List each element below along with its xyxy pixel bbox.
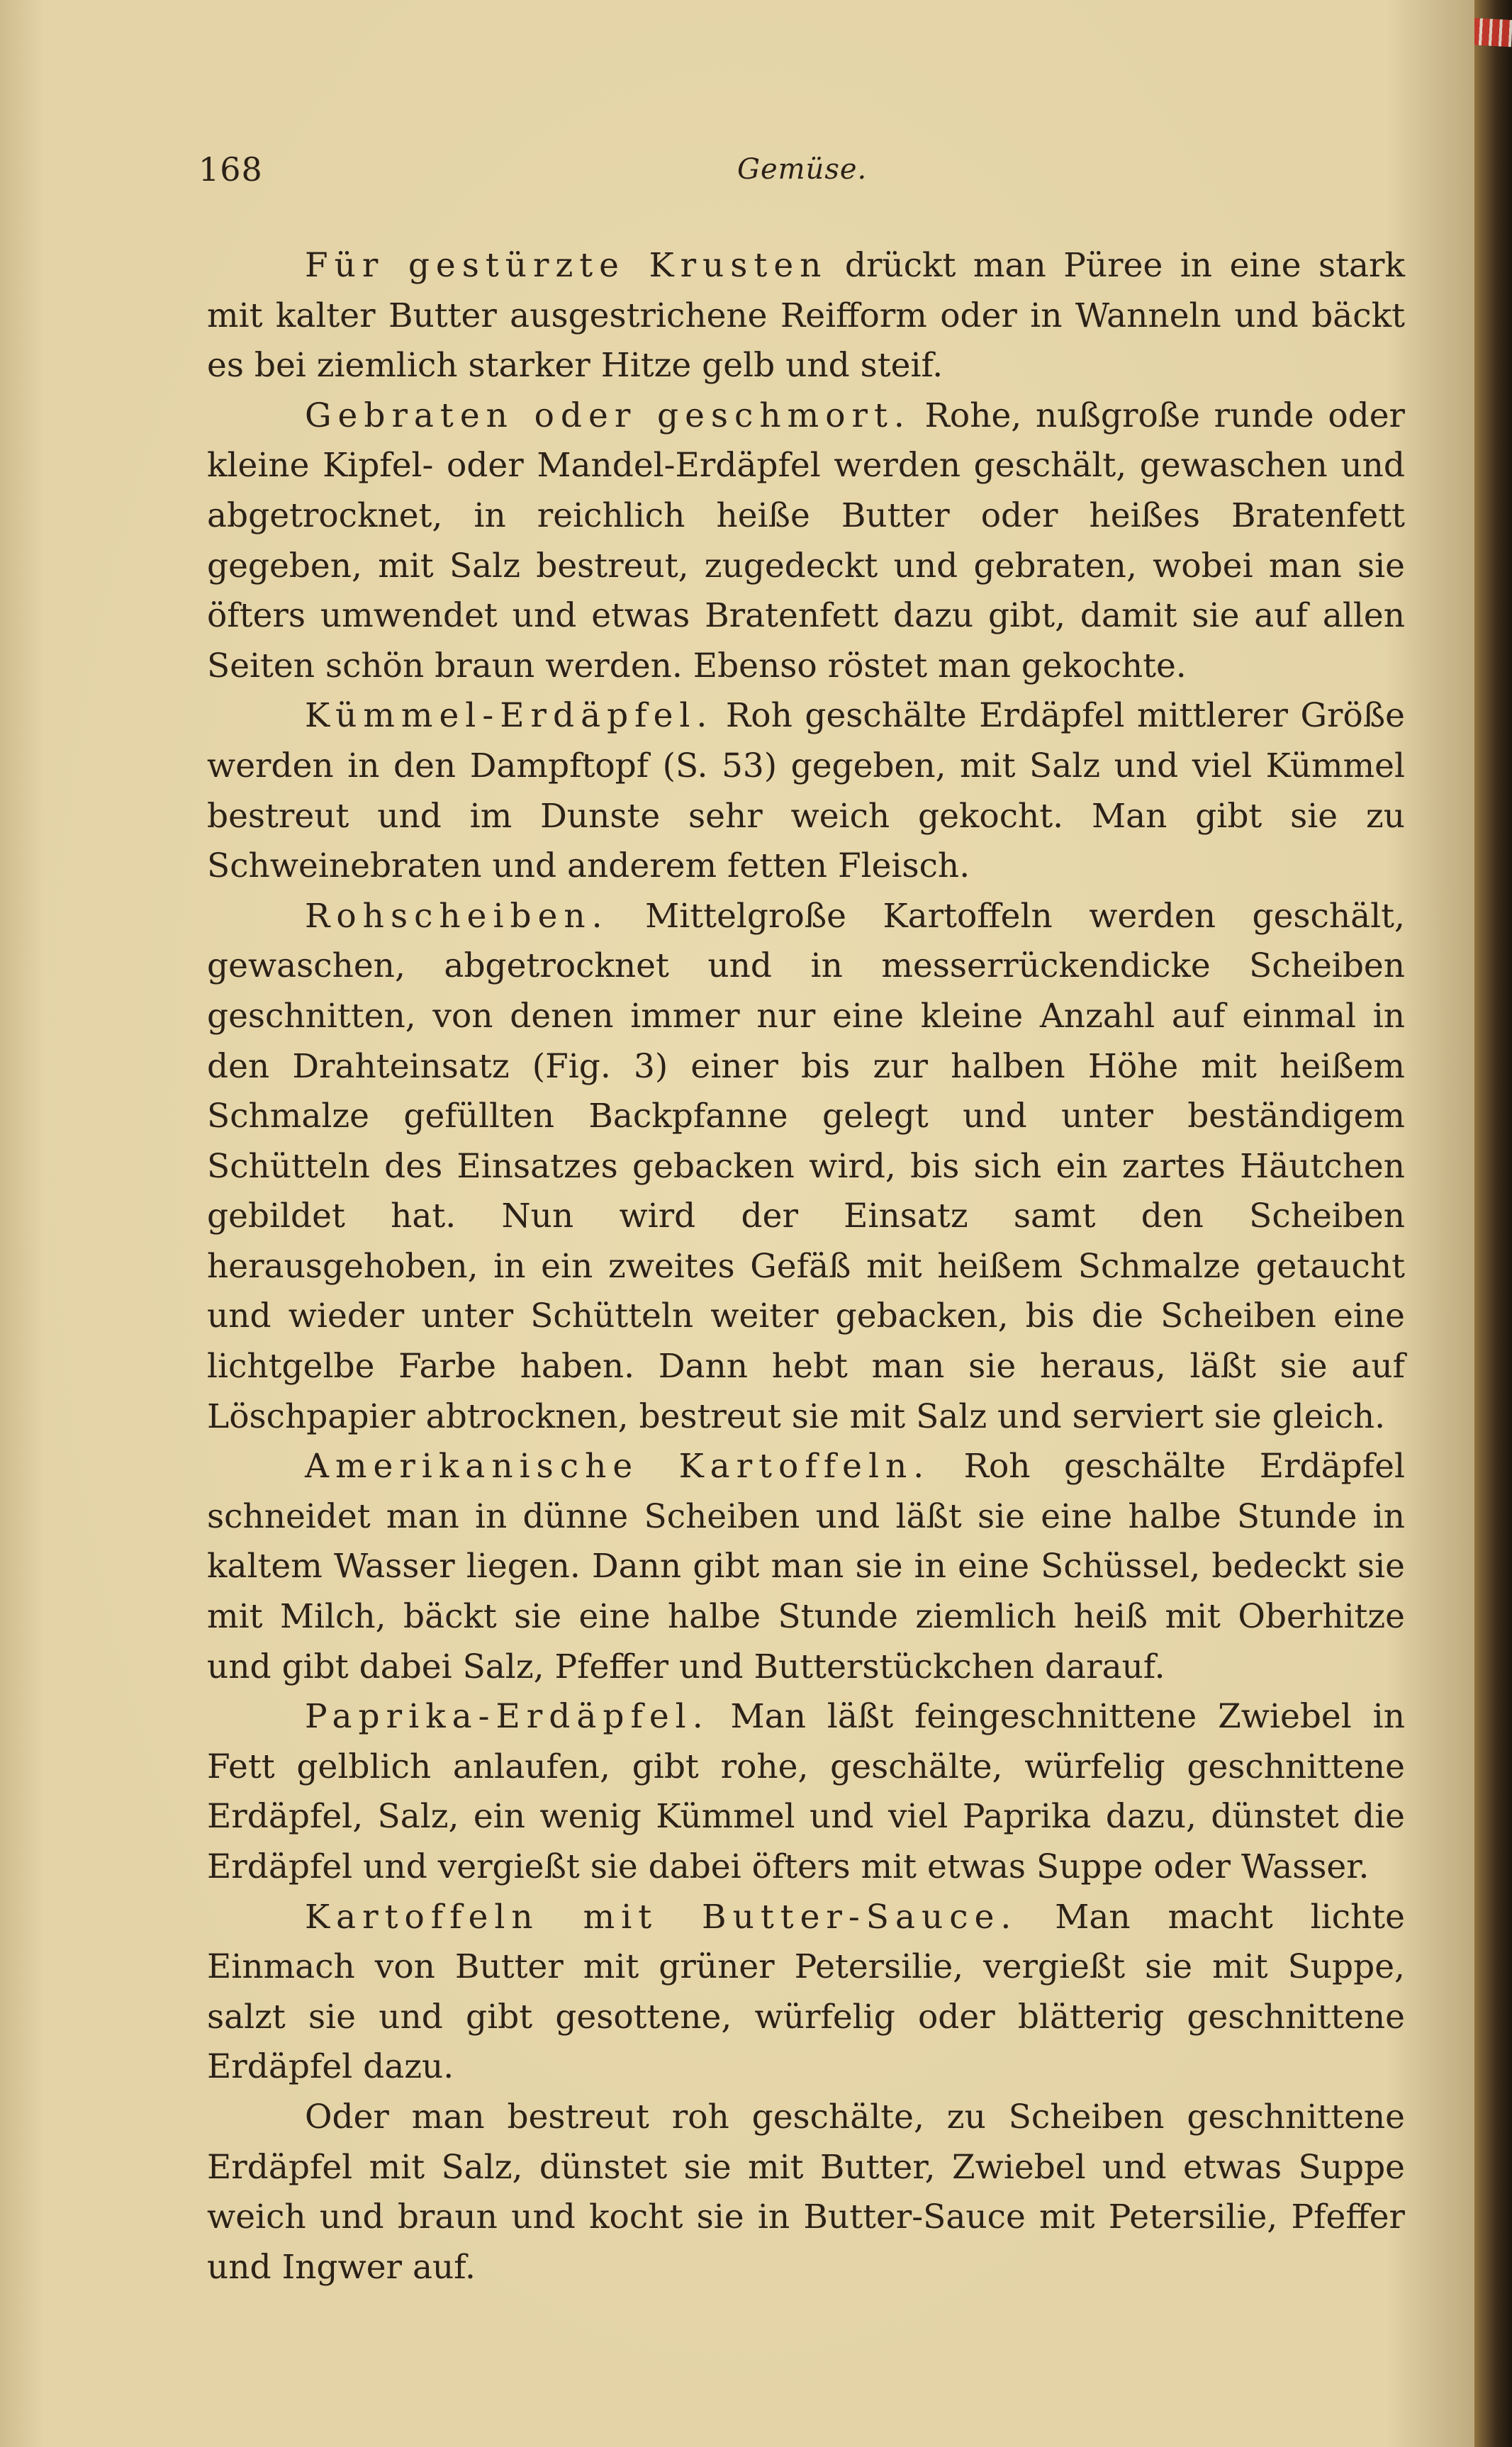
paragraph-text: Man macht lichte Einmach von Butter mit grüner Petersilie, vergießt sie mit Suppe, salzt sie und gibt gesottene, würfelig oder blätterig geschnittene Erdäpfel dazu. [207, 1897, 1405, 2087]
recipe-term: Für gestürzte Krusten [305, 246, 828, 285]
paragraph [207, 1893, 1405, 2093]
paragraph-text: drückt man Püree in eine stark mit kalter Butter ausgestrichene Reifform oder in Wanneln und bäckt es bei ziemlich starker Hitze gelb und steif. [207, 246, 1405, 386]
paragraph-text: Roh geschälte Erdäpfel mittlerer Größe werden in den Dampftopf (S. 53) gegeben, mit Salz und viel Kümmel bestreut und im Dunste sehr weich gekocht. Man gibt sie zu Schweinebraten und anderem fetten Fleisch. [207, 696, 1405, 886]
paragraph [207, 1692, 1405, 1892]
paragraph [207, 2093, 1405, 2292]
paragraph-text: Roh geschälte Erdäpfel schneidet man in dünne Scheiben und läßt sie eine halbe Stunde in kaltem Wasser liegen. Dann gibt man sie in eine Schüssel, bedeckt sie mit Milch, bäckt sie eine halbe Stunde ziemlich heiß mit Oberhitze und gibt dabei Salz, Pfeffer und Butterstückchen darauf. [207, 1447, 1405, 1686]
recipe-term: Gebraten oder geschmort. [305, 396, 911, 435]
recipe-term: Kümmel-Erdäpfel. [305, 696, 714, 736]
paragraph-text: Mittelgroße Kartoffeln werden geschält, gewaschen, abgetrocknet und in messerrückendicke Scheiben geschnitten, von denen immer nur eine kleine Anzahl auf einmal in den Drahteinsatz (Fig. 3) einer bis zur halben Höhe mit heißem Schmalze gefüllten Backpfanne gelegt und unter beständigem Schütteln des Einsatzes gebacken wird, bis sich ein zartes Häutchen gebildet hat. Nun wird der Einsatz samt den Scheiben herausgehoben, in ein zweites Gefäß mit heißem Schmalze getaucht und wieder unter Schütteln weiter gebacken, bis die Scheiben eine lichtgelbe Farbe haben. Dann hebt man sie heraus, läßt sie auf Löschpapier abtrocknen, bestreut sie mit Salz und serviert sie gleich. [207, 896, 1405, 1436]
running-head: Gemüse. [737, 153, 868, 186]
paragraph [207, 241, 1405, 391]
body-text [207, 241, 1405, 2292]
paragraph [207, 892, 1405, 1443]
paragraph-text: Rohe, nußgroße runde oder kleine Kipfel- oder Mandel-Erdäpfel werden geschält, gewaschen und abgetrocknet, in reichlich heiße Butter oder heißes Bratenfett gegeben, mit Salz bestreut, zugedeckt und gebraten, wobei man sie öfters umwendet und etwas Bratenfett dazu gibt, damit sie auf allen Seiten schön braun werden. Ebenso röstet man gekochte. [207, 396, 1405, 685]
recipe-term: Kartoffeln mit Butter-Sauce. [305, 1897, 1018, 1937]
page-number: 168 [198, 150, 263, 189]
paragraph [207, 1442, 1405, 1692]
recipe-term: Rohscheiben. [305, 896, 609, 936]
paragraph-text: Man läßt feingeschnittene Zwiebel in Fett gelblich anlaufen, gibt rohe, geschälte, würfelig geschnittene Erdäpfel, Salz, ein wenig Kümmel und viel Paprika dazu, dünstet die Erdäpfel und vergießt sie dabei öfters mit etwas Suppe oder Wasser. [207, 1697, 1405, 1886]
page-header [198, 150, 1404, 193]
recipe-term: Paprika-Erdäpfel. [305, 1697, 710, 1737]
recipe-term: Amerikanische Kartoffeln. [305, 1447, 931, 1486]
paragraph-text: Oder man bestreut roh geschälte, zu Scheiben geschnittene Erdäpfel mit Salz, dünstet sie mit Butter, Zwiebel und etwas Suppe weich und braun und kocht sie in Butter-Sauce mit Petersilie, Pfeffer und Ingwer auf. [207, 2097, 1405, 2287]
paragraph [207, 391, 1405, 692]
paragraph [207, 691, 1405, 891]
